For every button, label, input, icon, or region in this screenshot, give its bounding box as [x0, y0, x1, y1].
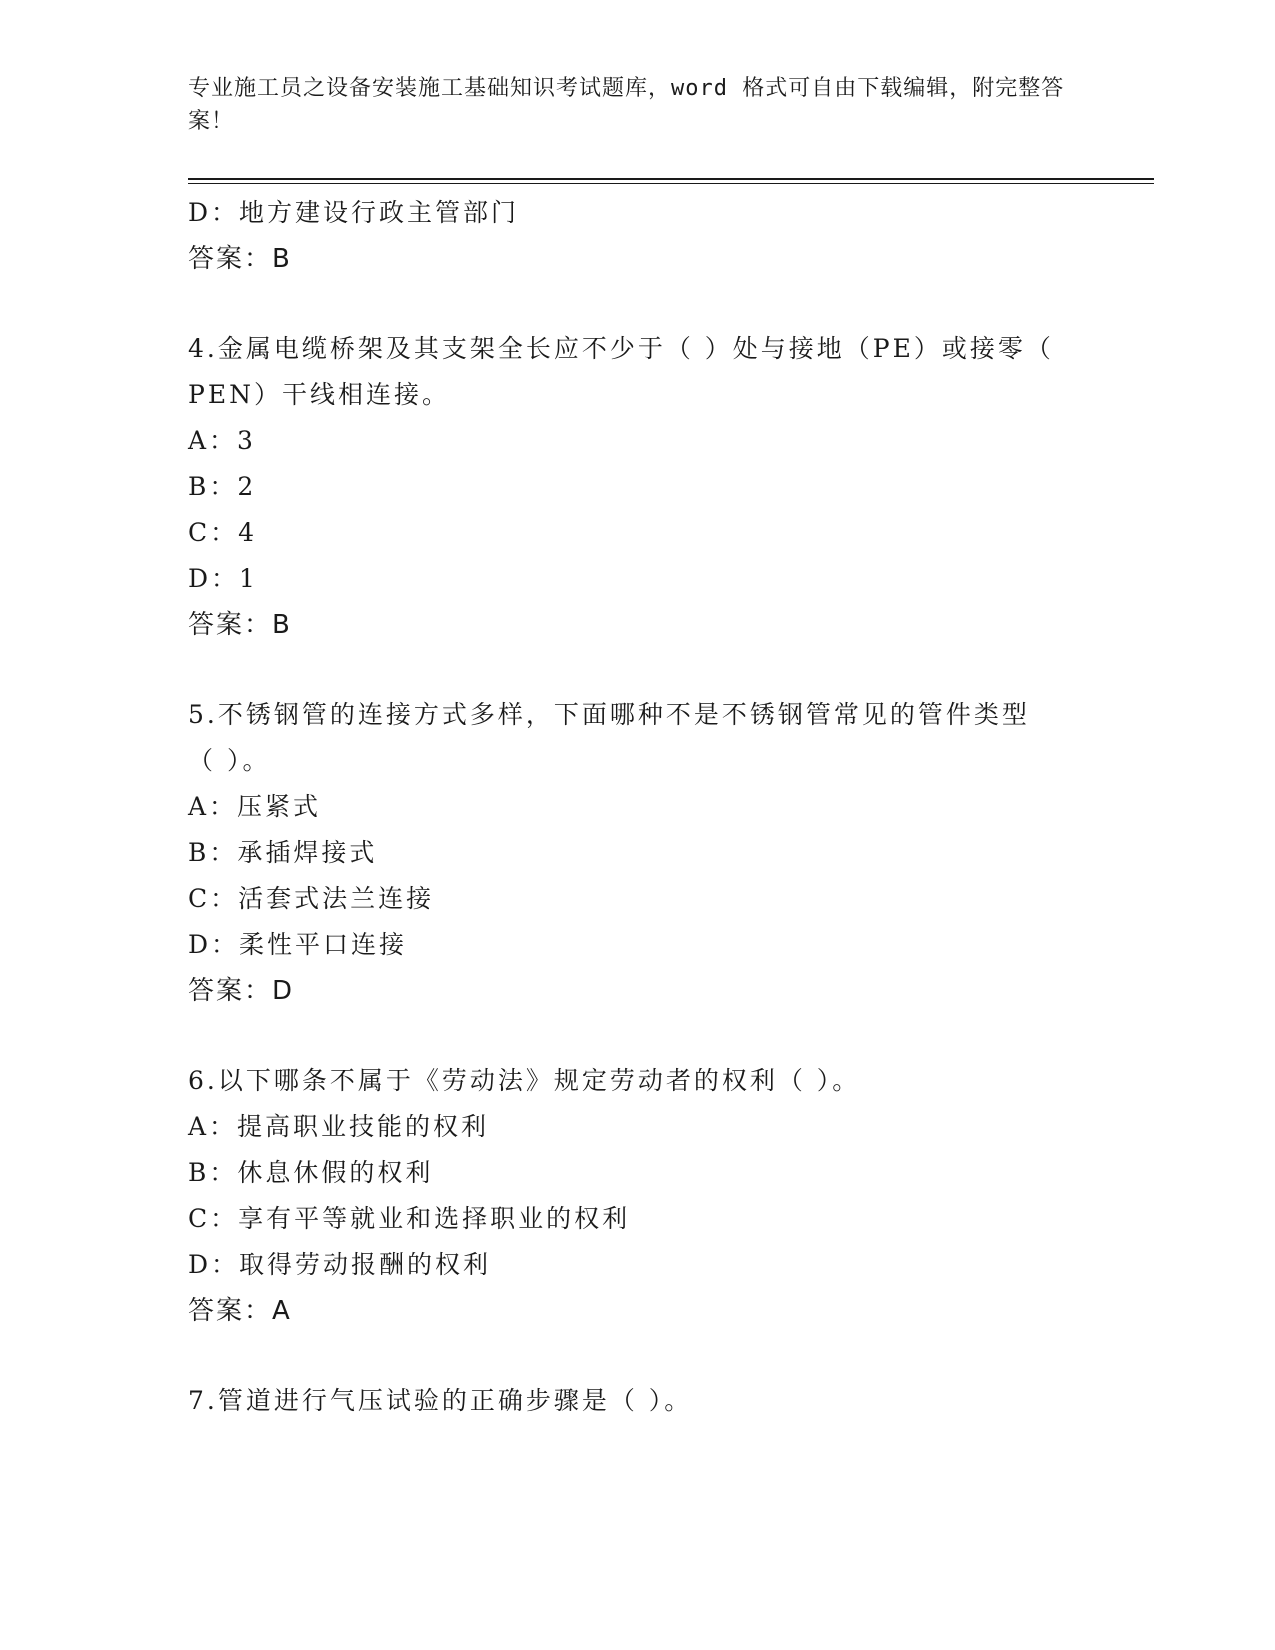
spacer — [188, 282, 1068, 326]
question-text: 7.管道进行气压试验的正确步骤是（ ）。 — [188, 1386, 693, 1415]
page-header: 专业施工员之设备安装施工基础知识考试题库，word 格式可自由下载编辑，附完整答案！ — [188, 76, 1065, 134]
question-4 — [188, 326, 1068, 648]
question-text-line-1: 4.金属电缆桥架及其支架全长应不少于（ ）处与接地（PE）或接零（ — [188, 334, 1054, 363]
option-c: C：4 — [188, 518, 258, 547]
option-d: D：柔性平口连接 — [188, 930, 408, 959]
option-b: B：承插焊接式 — [188, 838, 378, 867]
question-text-line-1: 5.不锈钢管的连接方式多样，下面哪种不是不锈钢管常见的管件类型 — [188, 700, 1030, 729]
option-b: B：休息休假的权利 — [188, 1158, 434, 1187]
option-a: A：提高职业技能的权利 — [188, 1112, 490, 1141]
answer: 答案：D — [188, 976, 295, 1006]
option-c: C：享有平等就业和选择职业的权利 — [188, 1204, 631, 1233]
question-5 — [188, 692, 1068, 1014]
option-a: A：3 — [188, 426, 256, 455]
question-text-line-2: （ ）。 — [188, 746, 271, 775]
header-rule-thick — [188, 178, 1154, 180]
option-d: D：取得劳动报酬的权利 — [188, 1250, 492, 1279]
option-d: D：1 — [188, 564, 258, 593]
question-7 — [188, 1378, 1068, 1424]
option-d: D：地方建设行政主管部门 — [188, 198, 520, 227]
option-a: A：压紧式 — [188, 792, 322, 821]
document-body — [188, 190, 1068, 1424]
spacer — [188, 1334, 1068, 1378]
spacer — [188, 1014, 1068, 1058]
header-rule-thin — [188, 183, 1154, 184]
question-6 — [188, 1058, 1068, 1334]
answer: 答案：A — [188, 1296, 292, 1326]
spacer — [188, 648, 1068, 692]
question-text-line-2: PEN）干线相连接。 — [188, 380, 450, 409]
option-b: B：2 — [188, 472, 257, 501]
option-c: C：活套式法兰连接 — [188, 884, 435, 913]
answer: 答案：B — [188, 244, 292, 274]
question-text: 6.以下哪条不属于《劳动法》规定劳动者的权利（ ）。 — [188, 1066, 861, 1095]
answer: 答案：B — [188, 610, 292, 640]
